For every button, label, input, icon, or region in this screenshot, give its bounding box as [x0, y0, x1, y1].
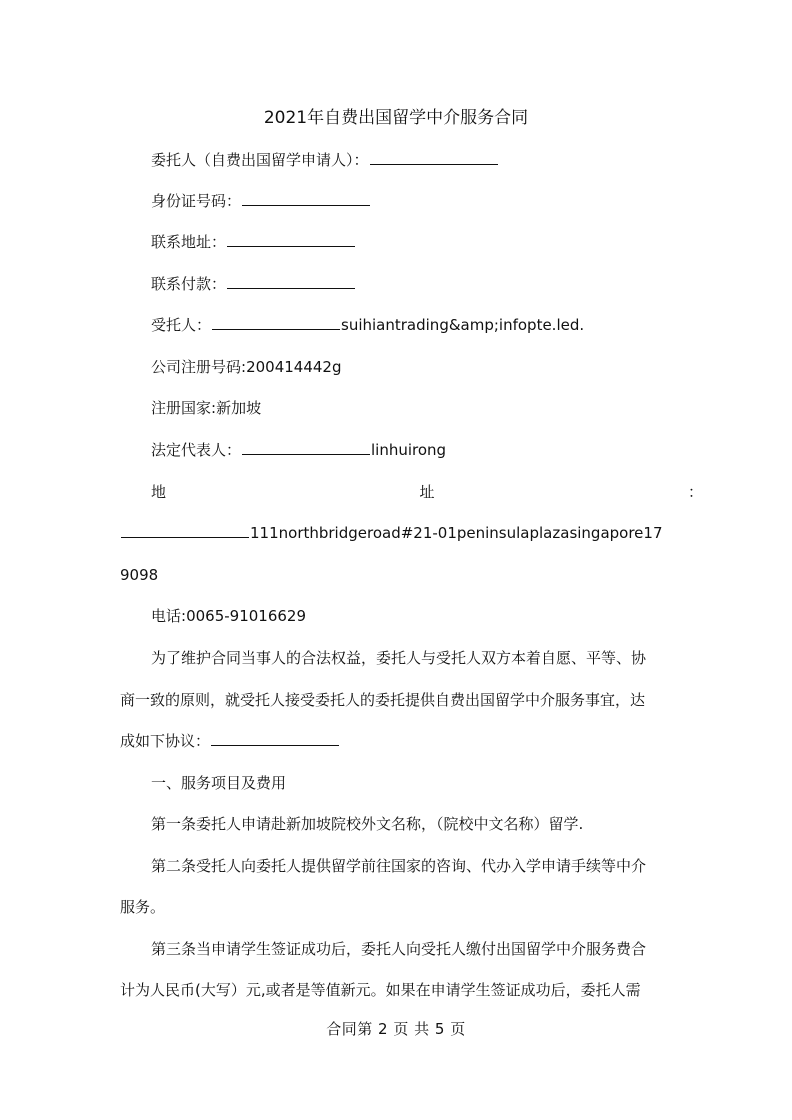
- section-heading: [120, 770, 703, 796]
- article-3-text-b: 计为人民币(大写）元,或者是等值新元。如果在申请学生签证成功后，委托人需: [120, 981, 641, 999]
- address-char-2: 址: [419, 483, 435, 501]
- country-label: 注册国家:: [151, 399, 217, 417]
- phone-line: [120, 603, 703, 629]
- company-reg-value: 200414442g: [246, 358, 342, 376]
- address-value-1: 111northbridgeroad#21-01peninsulaplazasingapore17: [250, 524, 663, 542]
- id-line: [120, 188, 703, 214]
- address-char-1: 地: [151, 483, 167, 501]
- country-line: [120, 395, 703, 421]
- phone-value: 0065-91016629: [186, 607, 306, 625]
- preamble-line-3: [120, 728, 672, 754]
- id-label: 身份证号码：: [151, 192, 242, 210]
- article-3-line-b: [120, 977, 672, 1003]
- company-reg-label: 公司注册号码:: [151, 358, 247, 376]
- contact-payment-blank: [227, 273, 355, 289]
- preamble-text-2: 商一致的原则，就受托人接受委托人的委托提供自费出国留学中介服务事宜，达: [120, 691, 646, 709]
- preamble-text-3: 成如下协议：: [120, 732, 211, 750]
- agent-value: suihiantrading&amp;infopte.led.: [341, 316, 585, 334]
- contact-address-label: 联系地址：: [151, 233, 227, 251]
- agent-label: 受托人：: [151, 316, 212, 334]
- legal-rep-blank: [242, 439, 370, 455]
- address-value-line-1: [120, 520, 672, 546]
- country-value: 新加坡: [216, 399, 262, 417]
- agreement-blank: [211, 730, 339, 746]
- article-2-text-a: 第二条受托人向委托人提供留学前往国家的咨询、代办入学申请手续等中介: [151, 857, 647, 875]
- preamble-line-1: [120, 645, 703, 671]
- address-blank: [121, 522, 249, 538]
- phone-label: 电话:: [151, 607, 187, 625]
- document-title: 2021年自费出国留学中介服务合同: [263, 108, 529, 128]
- agent-blank: [212, 314, 340, 330]
- article-1-text: 第一条委托人申请赴新加坡院校外文名称，（院校中文名称）留学.: [151, 815, 584, 833]
- article-2-line-b: [120, 894, 672, 920]
- contact-payment-label: 联系付款：: [151, 275, 227, 293]
- address-heading-line: [120, 479, 703, 505]
- article-2-text-b: 服务。: [120, 898, 166, 916]
- section-1-title: 一、服务项目及费用: [151, 774, 287, 792]
- id-blank: [242, 190, 370, 206]
- contact-payment-line: [120, 271, 703, 297]
- contact-address-blank: [227, 231, 355, 247]
- address-value-2: 9098: [120, 566, 159, 584]
- legal-rep-value: linhuirong: [371, 441, 447, 459]
- client-line: [120, 147, 703, 173]
- client-blank: [370, 149, 498, 165]
- address-colon: ：: [687, 483, 703, 501]
- preamble-text-1: 为了维护合同当事人的合法权益，委托人与受托人双方本着自愿、平等、协: [151, 649, 647, 667]
- article-3-line-a: [120, 936, 703, 962]
- preamble-line-2: [120, 687, 672, 713]
- article-3-text-a: 第三条当申请学生签证成功后，委托人向受托人缴付出国留学中介服务费合: [151, 940, 647, 958]
- page-footer: 合同第 2 页 共 5 页: [326, 1020, 466, 1038]
- company-reg-line: [120, 354, 703, 380]
- address-value-line-2: [120, 562, 672, 588]
- article-2-line-a: [120, 853, 703, 879]
- legal-rep-label: 法定代表人：: [151, 441, 242, 459]
- article-1-line: [120, 811, 703, 837]
- agent-line: [120, 312, 703, 338]
- contact-address-line: [120, 229, 703, 255]
- legal-rep-line: [120, 437, 703, 463]
- client-label: 委托人（自费出国留学申请人）：: [151, 151, 369, 169]
